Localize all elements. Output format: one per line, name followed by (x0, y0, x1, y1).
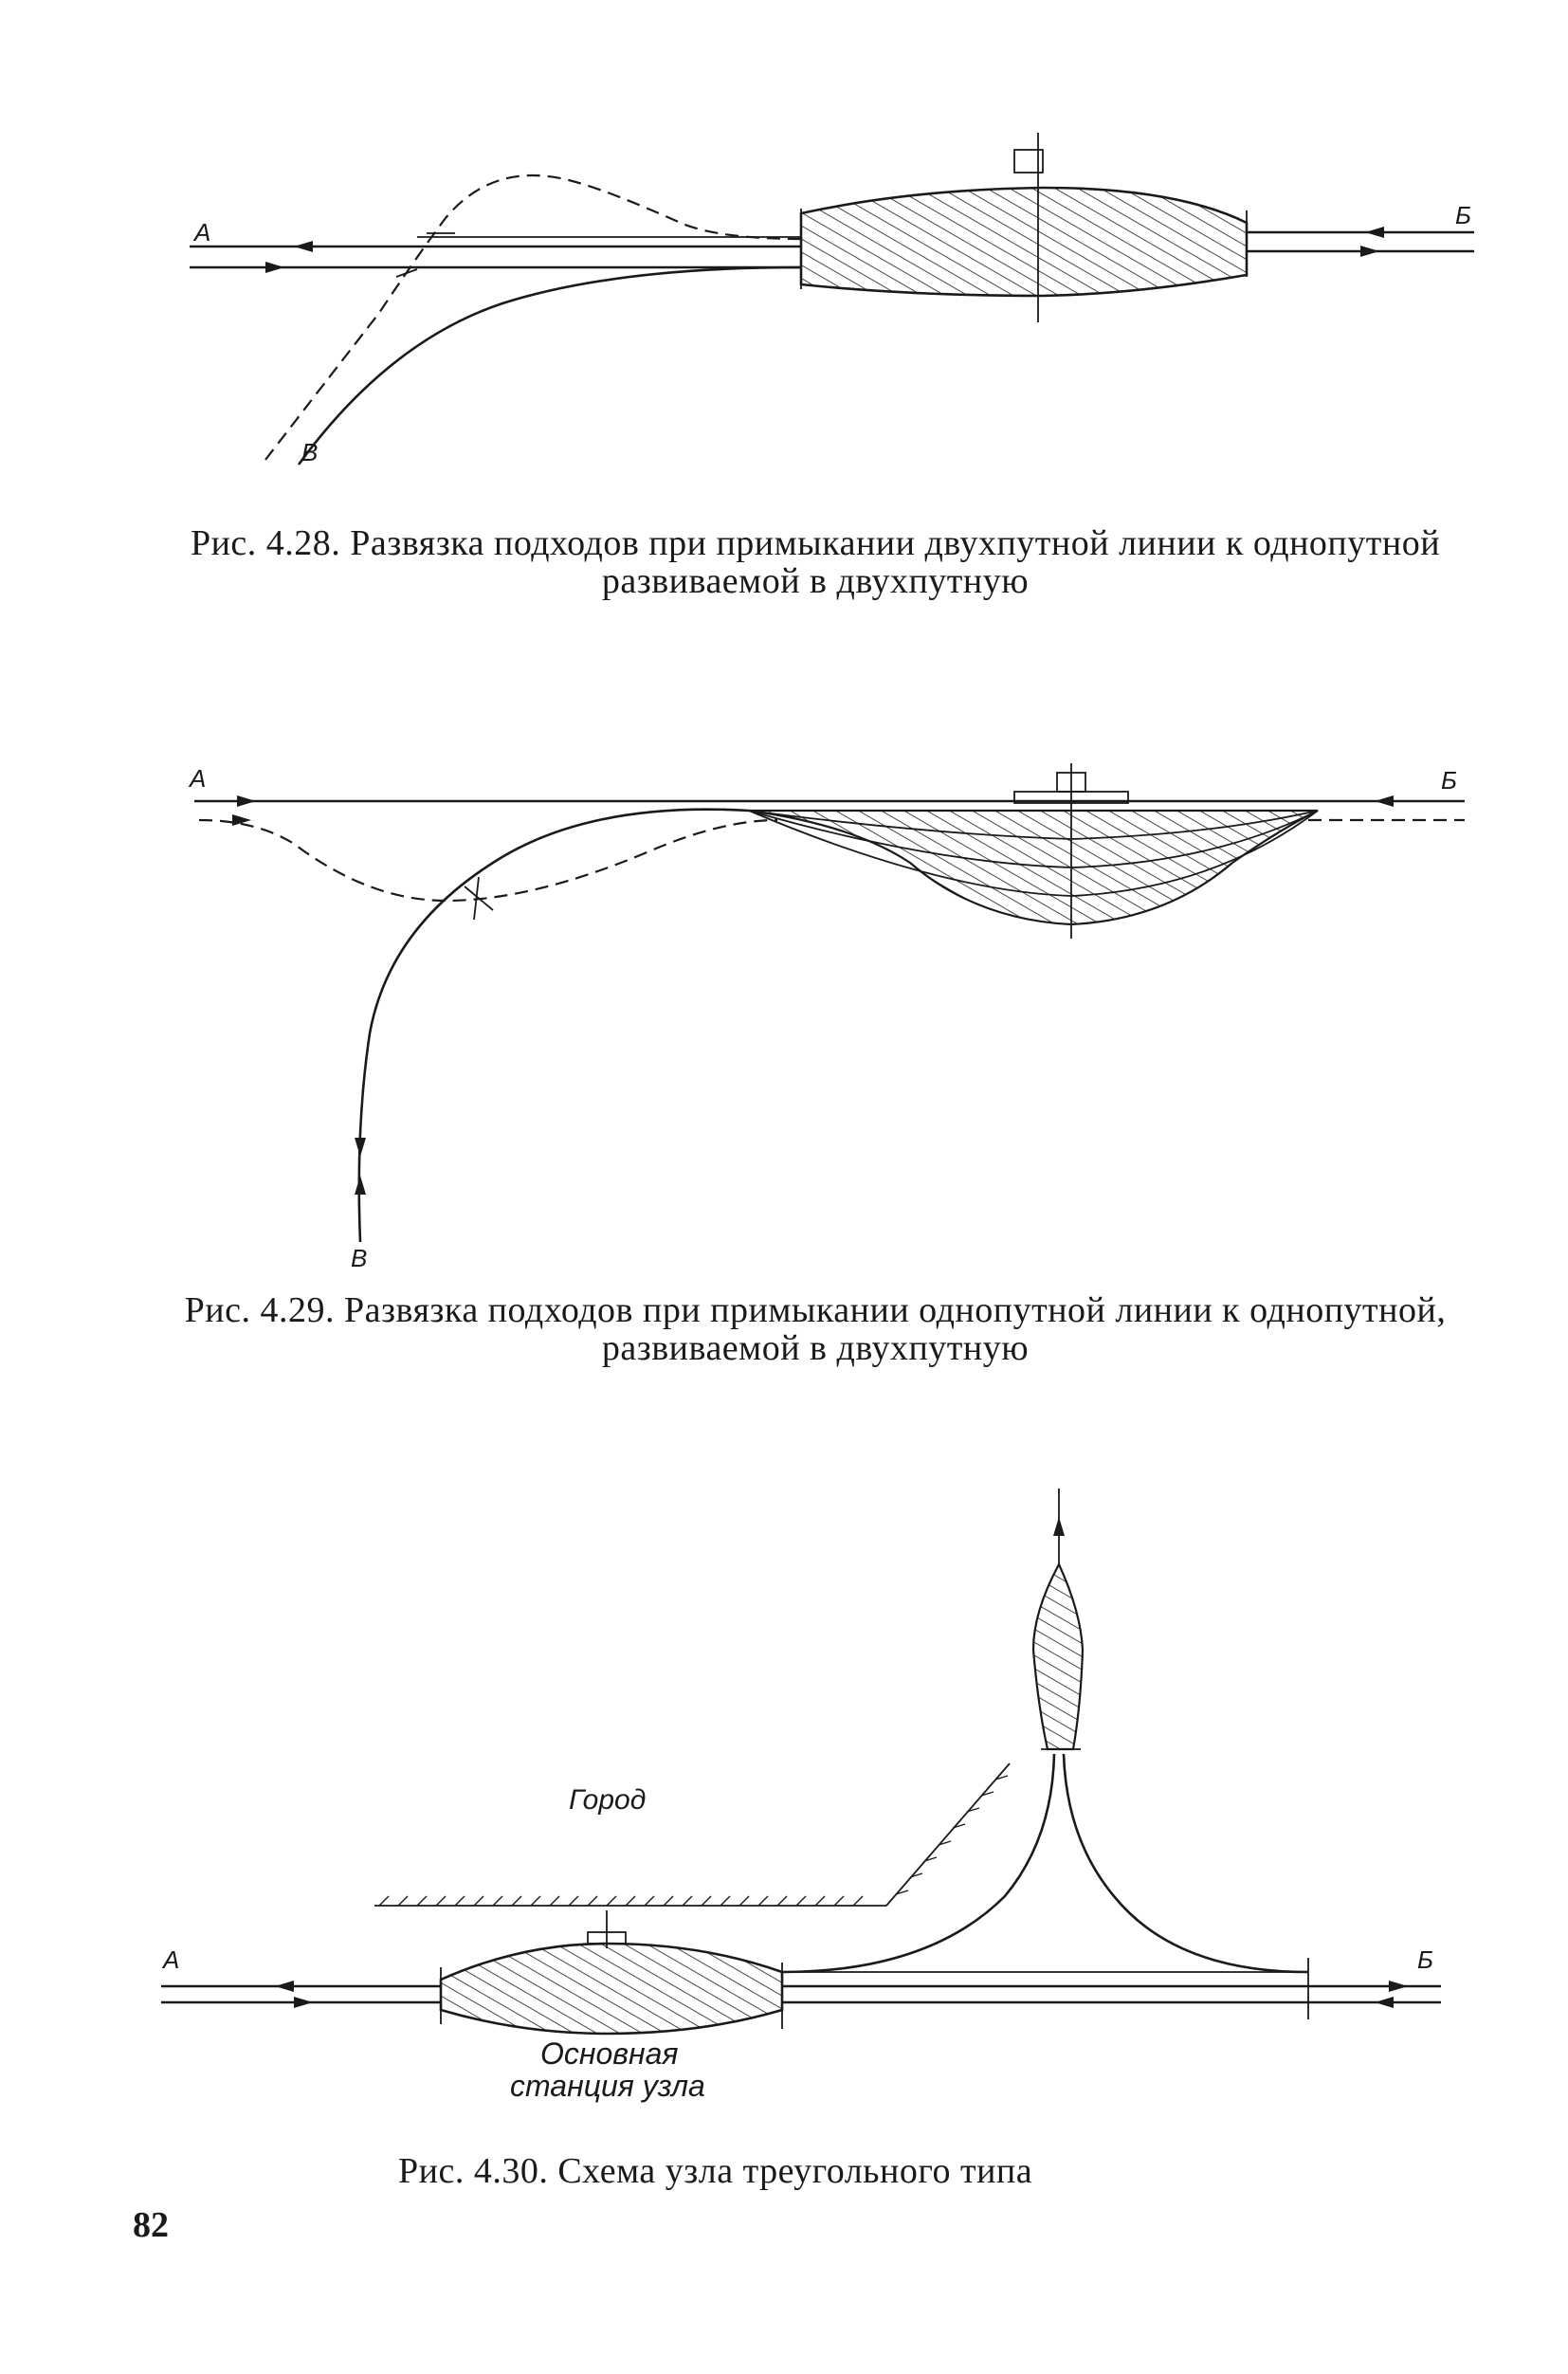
arrow-b-in (1375, 795, 1394, 807)
label-b: Б (1417, 1945, 1433, 1974)
arrow-right-lower (1360, 246, 1379, 257)
arrow-b-upper (1389, 1981, 1408, 1992)
figure-4-29-diagram (0, 749, 1568, 1280)
label-city: Город (569, 1784, 647, 1816)
arrow-v-down (355, 1138, 366, 1157)
arrow-branch-up (1053, 1517, 1065, 1536)
caption-4-28-line-1: Рис. 4.28. Развязка подходов при примыкании двухпутной линии к однопутной (190, 523, 1441, 563)
station-hatched (749, 811, 1318, 924)
caption-4-30-line-1: Рис. 4.30. Схема узла треугольного типа (398, 2151, 1033, 2191)
label-a: А (163, 1945, 180, 1974)
label-v: В (351, 1244, 368, 1272)
branch-v-solid (299, 267, 801, 465)
label-main-station-line-1: Основная (540, 2036, 679, 2071)
figure-4-30-diagram (0, 1479, 1568, 2143)
caption-4-29-line-1: Рис. 4.29. Развязка подходов при примыкании однопутной линии к однопутной, (184, 1290, 1447, 1330)
label-b: Б (1441, 766, 1457, 794)
branch-left-curve (782, 1754, 1054, 1972)
main-station-hatched (441, 1944, 782, 2034)
arrow-b-lower (1375, 1997, 1394, 2008)
arrow-left-lower (265, 262, 284, 273)
figure-4-28 (0, 0, 1568, 493)
label-main-station-line-2: станция узла (510, 2069, 705, 2103)
branch-right-curve (1064, 1754, 1308, 1972)
crossing-mark-2 (396, 269, 417, 277)
branch-station-hatched (1033, 1564, 1083, 1749)
label-b: Б (1455, 201, 1471, 229)
caption-4-30 (398, 2152, 1346, 2190)
arrow-left-upper (294, 241, 313, 252)
label-a: А (194, 218, 211, 247)
arrow-v-up (355, 1176, 366, 1195)
branch-v (359, 810, 749, 1242)
label-a: А (190, 764, 207, 793)
arrow-right-upper (1365, 227, 1384, 238)
arrow-a-lower (294, 1997, 313, 2008)
arrow-a-in (237, 795, 256, 807)
figure-4-28-diagram (0, 0, 1568, 493)
city-boundary-ticks (379, 1776, 1008, 1906)
dashed-second-track (199, 820, 777, 901)
caption-4-29-line-2: развиваемой в двухпутную (601, 1328, 1030, 1368)
figure-4-29 (0, 749, 1568, 1280)
label-v: В (301, 438, 319, 466)
crossing-mark-1 (465, 886, 493, 910)
caption-4-28-line-2: развиваемой в двухпутную (601, 561, 1030, 601)
branch-v-dashed-flyover (265, 175, 801, 460)
station-hatched (801, 188, 1247, 296)
city-boundary-diagonal (886, 1763, 1010, 1906)
page-number: 82 (133, 2205, 169, 2245)
figure-4-30 (0, 1479, 1568, 2143)
arrow-a-upper (275, 1981, 294, 1992)
caption-4-28 (123, 524, 1507, 600)
caption-4-29 (123, 1291, 1507, 1367)
